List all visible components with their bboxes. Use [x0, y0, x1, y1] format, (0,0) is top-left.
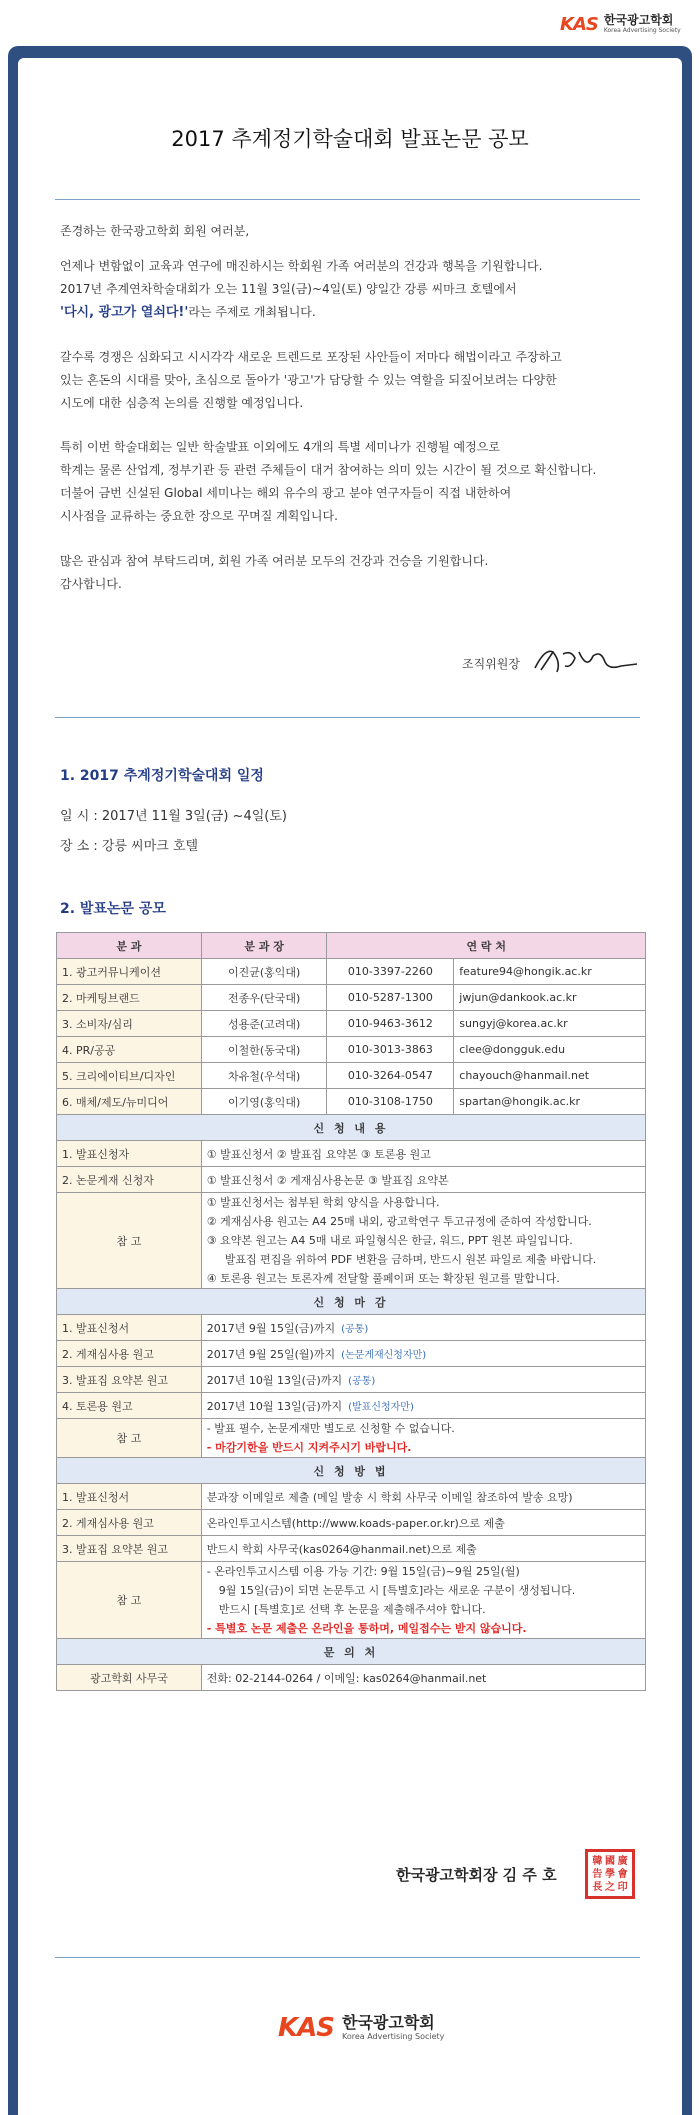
chair-email[interactable]: chayouch@hanmail.net [454, 1063, 646, 1089]
logo-name-en: Korea Advertising Society [603, 27, 681, 34]
seal-char: 長 [592, 1882, 603, 1893]
footer-logo [278, 2013, 444, 2043]
table-row [57, 985, 646, 1011]
chair-email[interactable]: spartan@hongik.ac.kr [454, 1089, 646, 1115]
chair-phone: 010-3013-3863 [327, 1037, 454, 1063]
section-band [57, 1289, 646, 1315]
header-division: 분 과 [57, 933, 202, 959]
letter-line: 감사합니다. [60, 577, 122, 591]
chair-phone: 010-5287-1300 [327, 985, 454, 1011]
ref-notes [201, 1562, 645, 1639]
division-chair: 전종우(단국대) [201, 985, 327, 1011]
table-row [57, 1063, 646, 1089]
division-name: 5. 크리에이티브/디자인 [57, 1063, 202, 1089]
ref-line: 반드시 [특별호]로 선택 후 논문을 제출해주셔야 합니다. [218, 1603, 486, 1616]
letter-line: 많은 관심과 참여 부탁드리며, 회원 가족 여러분 모두의 건강과 건승을 기원합니다. [60, 554, 489, 568]
seal-char: 國 [604, 1856, 615, 1867]
schedule-place: 장 소 : 강릉 씨마크 호텔 [60, 839, 199, 854]
division-chair: 이기영(홍익대) [201, 1089, 327, 1115]
letter-line: 갈수록 경쟁은 심화되고 시시각각 새로운 트렌드로 포장된 사안들이 저마다 해법이라고 주장하고 [60, 350, 562, 364]
ref-line: ① 발표신청서는 첨부된 학회 양식을 사용합니다. [206, 1196, 440, 1209]
letter-line: 2017년 추계연차학술대회가 오는 11월 3일(금)~4일(토) 양일간 강릉 씨마크 호텔에서 [60, 282, 517, 296]
row-value: ① 발표신청서 ② 발표집 요약본 ③ 토론용 원고 [201, 1141, 645, 1167]
band-deadline: 신 청 마 감 [57, 1289, 646, 1315]
chair-email[interactable]: sungyj@korea.ac.kr [454, 1011, 646, 1037]
ref-line: ④ 토론용 원고는 토론자께 전달할 풀페이퍼 또는 확장된 원고를 말합니다. [206, 1272, 560, 1285]
table-row [57, 1037, 646, 1063]
division-chair: 성용준(고려대) [201, 1011, 327, 1037]
row-value [201, 1367, 645, 1393]
band-contents: 신 청 내 용 [57, 1115, 646, 1141]
ref-warning: - 마감기한을 반드시 지켜주시기 바랍니다. [206, 1441, 412, 1454]
table-row [57, 1011, 646, 1037]
row-value: 온라인투고시스템(http://www.koads-paper.or.kr)으로 제출 [201, 1510, 645, 1536]
deadline-date: 2017년 9월 25일(월)까지 [206, 1347, 336, 1361]
table-row [57, 1419, 646, 1458]
row-value: 분과장 이메일로 제출 (메일 발송 시 학회 사무국 이메일 참조하여 발송 요망) [201, 1484, 645, 1510]
row-label: 3. 발표집 요약본 원고 [57, 1536, 202, 1562]
row-label: 3. 발표집 요약본 원고 [57, 1367, 202, 1393]
row-value: 반드시 학회 사무국(kas0264@hanmail.net)으로 제출 [201, 1536, 645, 1562]
schedule-heading: 1. 2017 추계정기학술대회 일정 [60, 768, 264, 784]
letter-line: 학계는 물론 산업계, 정부기관 등 관련 주체들이 대거 참여하는 의미 있는 시간이 될 것으로 확신합니다. [60, 463, 597, 477]
signer-title: 조직위원장 [462, 657, 520, 671]
row-label: 1. 발표신청자 [57, 1141, 202, 1167]
row-label: 2. 논문게재 신청자 [57, 1167, 202, 1193]
chair-email[interactable]: jwjun@dankook.ac.kr [454, 985, 646, 1011]
seal-char: 會 [617, 1869, 628, 1880]
deadline-date: 2017년 9월 15일(금)까지 [206, 1321, 336, 1335]
chair-email[interactable]: feature94@hongik.ac.kr [454, 959, 646, 985]
kas-logo-mark: KAS [560, 13, 598, 35]
letter-line: 시도에 대한 심층적 논의를 진행할 예정입니다. [60, 396, 304, 410]
letter-paragraph-3 [60, 436, 650, 528]
row-label: 2. 게재심사용 원고 [57, 1341, 202, 1367]
ref-label: 참 고 [57, 1193, 202, 1289]
row-label: 1. 발표신청서 [57, 1484, 202, 1510]
row-value [201, 1341, 645, 1367]
ref-warning: - 특별호 논문 제출은 온라인을 통하며, 메일접수는 받지 않습니다. [206, 1622, 527, 1635]
chair-phone: 010-3264-0547 [327, 1063, 454, 1089]
inquiry-contact: 전화: 02-2144-0264 / 이메일: kas0264@hanmail.net [201, 1665, 645, 1691]
letter-paragraph-2 [60, 346, 650, 415]
theme-text: '다시, 광고가 열쇠다!' [60, 305, 189, 320]
ref-notes [201, 1419, 645, 1458]
seal-char: 印 [617, 1882, 628, 1893]
page-title: 2017 추계정기학술대회 발표논문 공모 [171, 127, 529, 151]
table-row [57, 959, 646, 985]
seal-char: 告 [592, 1869, 603, 1880]
table-row [57, 1193, 646, 1289]
divider [55, 717, 640, 718]
greeting-text: 존경하는 한국광고학회 회원 여러분, [60, 224, 250, 238]
letter-line [60, 301, 650, 324]
section-band [57, 1115, 646, 1141]
table-row [57, 1141, 646, 1167]
ref-line: ② 게재심사용 원고는 A4 25매 내외, 광고학연구 투고규정에 준하여 작성합니다. [206, 1215, 592, 1228]
seal-char: 學 [604, 1869, 615, 1880]
seal-char: 韓 [592, 1856, 603, 1867]
president-name: 한국광고학회장 김 주 호 [396, 1866, 557, 1884]
row-label: 2. 게재심사용 원고 [57, 1510, 202, 1536]
deadline-note: (공통) [348, 1375, 376, 1387]
inquiry-label: 광고학회 사무국 [57, 1665, 202, 1691]
letter-line: 특히 이번 학술대회는 일반 학술발표 이외에도 4개의 특별 세미나가 진행될 예정으로 [60, 440, 500, 454]
table-row [57, 1562, 646, 1639]
section-band [57, 1458, 646, 1484]
band-inquiry: 문 의 처 [57, 1639, 646, 1665]
deadline-note: (공통) [341, 1323, 369, 1335]
row-label: 1. 발표신청서 [57, 1315, 202, 1341]
division-name: 2. 마케팅브랜드 [57, 985, 202, 1011]
call-heading: 2. 발표논문 공모 [60, 901, 166, 917]
table-row [57, 1315, 646, 1341]
divider [55, 1957, 640, 1958]
table-row [57, 1510, 646, 1536]
row-value: ① 발표신청서 ② 게재심사용논문 ③ 발표집 요약본 [201, 1167, 645, 1193]
ref-line: 9월 15일(금)이 되면 논문투고 시 [특별호]라는 새로운 구분이 생성됩니다. [218, 1584, 576, 1597]
logo-name-ko: 한국광고학회 [342, 2013, 435, 2032]
call-table [56, 932, 646, 1691]
division-chair: 이철한(동국대) [201, 1037, 327, 1063]
table-row [57, 1665, 646, 1691]
table-row [57, 1393, 646, 1419]
table-header-row [57, 933, 646, 959]
ref-notes [201, 1193, 645, 1289]
signature-image [531, 640, 641, 680]
table-row [57, 1167, 646, 1193]
ref-label: 참 고 [57, 1419, 202, 1458]
schedule-date: 일 시 : 2017년 11월 3일(금) ~4일(토) [60, 809, 287, 824]
table-row [57, 1089, 646, 1115]
chair-phone: 010-9463-3612 [327, 1011, 454, 1037]
section-band [57, 1639, 646, 1665]
division-name: 3. 소비자/심리 [57, 1011, 202, 1037]
ref-line: ③ 요약본 원고는 A4 5매 내로 파일형식은 한글, 워드, PPT 원본 파일입니다. [206, 1234, 573, 1247]
ref-line: - 발표 필수, 논문게재만 별도로 신청할 수 없습니다. [206, 1422, 455, 1435]
deadline-note: (논문게재신청자만) [341, 1349, 427, 1361]
chair-email[interactable]: clee@dongguk.edu [454, 1037, 646, 1063]
letter-line: 있는 혼돈의 시대를 맞아, 초심으로 돌아가 '광고'가 담당할 수 있는 역할을 되짚어보려는 다양한 [60, 373, 557, 387]
row-label: 4. 토론용 원고 [57, 1393, 202, 1419]
chair-phone: 010-3397-2260 [327, 959, 454, 985]
header-logo [560, 8, 690, 40]
table-row [57, 1341, 646, 1367]
table-row [57, 1484, 646, 1510]
letter-paragraph-1 [60, 255, 650, 324]
official-seal [585, 1849, 635, 1899]
deadline-note: (발표신청자만) [348, 1401, 414, 1413]
division-name: 6. 매체/제도/뉴미디어 [57, 1089, 202, 1115]
row-value [201, 1315, 645, 1341]
deadline-date: 2017년 10월 13일(금)까지 [206, 1373, 343, 1387]
ref-label: 참 고 [57, 1562, 202, 1639]
letter-line-rest: 라는 주제로 개최됩니다. [188, 305, 316, 319]
deadline-date: 2017년 10월 13일(금)까지 [206, 1399, 343, 1413]
table-row [57, 1367, 646, 1393]
logo-name-ko: 한국광고학회 [603, 13, 674, 27]
divider [55, 199, 640, 200]
letter-paragraph-4 [60, 550, 650, 596]
letter-greeting [60, 220, 650, 243]
division-chair: 이진균(홍익대) [201, 959, 327, 985]
row-value [201, 1393, 645, 1419]
division-name: 4. PR/공공 [57, 1037, 202, 1063]
logo-name-en: Korea Advertising Society [342, 2032, 445, 2041]
header-contact: 연 락 처 [327, 933, 646, 959]
table-row [57, 1536, 646, 1562]
ref-line: 발표집 편집을 위하여 PDF 변환을 금하며, 반드시 원본 파일로 제출 바랍니다. [224, 1253, 597, 1266]
ref-line: - 온라인투고시스템 이용 가능 기간: 9월 15일(금)~9월 25일(월) [206, 1565, 520, 1578]
letter-line: 더불어 금번 신설된 Global 세미나는 해외 유수의 광고 분야 연구자들이 직접 내한하여 [60, 486, 512, 500]
band-method: 신 청 방 법 [57, 1458, 646, 1484]
letter-line: 언제나 변함없이 교육과 연구에 매진하시는 학회원 가족 여러분의 건강과 행복을 기원합니다. [60, 259, 543, 273]
seal-char: 之 [604, 1882, 615, 1893]
header-chair: 분 과 장 [201, 933, 327, 959]
division-chair: 차유철(우석대) [201, 1063, 327, 1089]
letter-line: 시사점을 교류하는 중요한 장으로 꾸며질 계획입니다. [60, 509, 338, 523]
seal-char: 廣 [617, 1856, 628, 1867]
chair-phone: 010-3108-1750 [327, 1089, 454, 1115]
division-name: 1. 광고커뮤니케이션 [57, 959, 202, 985]
kas-logo-mark: KAS [278, 2013, 334, 2043]
